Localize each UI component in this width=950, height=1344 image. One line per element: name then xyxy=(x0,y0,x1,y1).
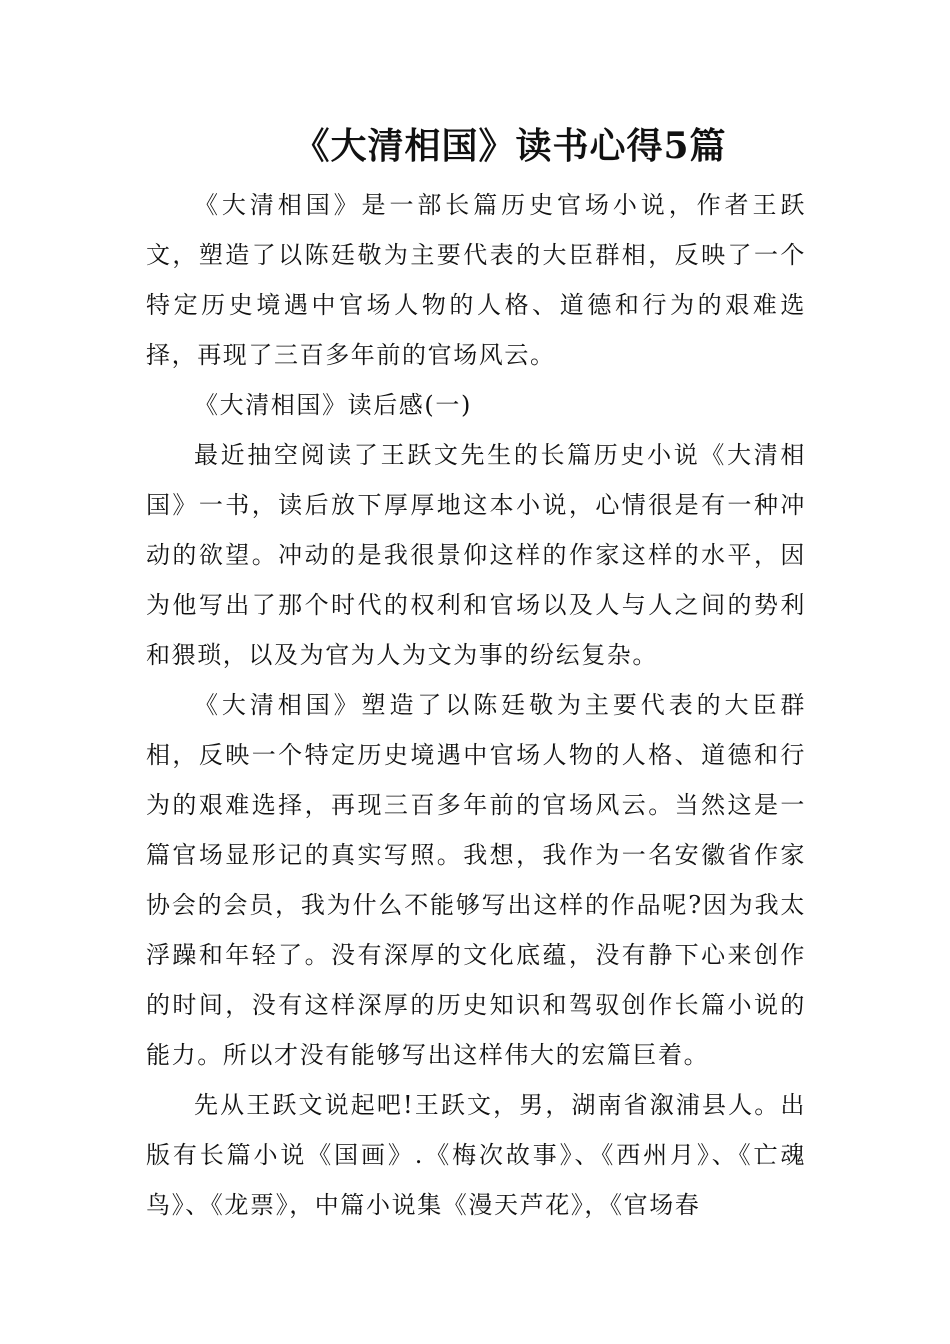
paragraph-1: 最近抽空阅读了王跃文先生的长篇历史小说《大清相国》一书，读后放下厚厚地这本小说，心情很是有一种冲动的欲望。冲动的是我很景仰这样的作家这样的水平，因为他写出了那个时代的权利和官场以及人与人之间的势利和猥琐，以及为官为人为文为事的纷纭复杂。 xyxy=(146,441,806,669)
paragraph-intro: 《大清相国》是一部长篇历史官场小说，作者王跃文，塑造了以陈廷敬为主要代表的大臣群相，反映了一个特定历史境遇中官场人物的人格、道德和行为的艰难选择，再现了三百多年前的官场风云。 xyxy=(146,191,806,369)
document-title: 《大清相国》读书心得5篇 xyxy=(293,125,727,167)
document-body xyxy=(146,180,806,1230)
paragraph-2: 《大清相国》塑造了以陈廷敬为主要代表的大臣群相，反映一个特定历史境遇中官场人物的人格、道德和行为的艰难选择，再现三百多年前的官场风云。当然这是一篇官场显形记的真实写照。我想，我作为一名安徽省作家协会的会员，我为什么不能够写出这样的作品呢?因为我太浮躁和年轻了。没有深厚的文化底蕴，没有静下心来创作的时间，没有这样深厚的历史知识和驾驭创作长篇小说的能力。所以才没有能够写出这样伟大的宏篇巨着。 xyxy=(146,691,806,1069)
paragraph-3: 先从王跃文说起吧!王跃文，男，湖南省溆浦县人。出版有长篇小说《国画》.《梅次故事》、《西州月》、《亡魂鸟》、《龙票》，中篇小说集《漫天芦花》，《官场春 xyxy=(146,1091,806,1219)
section-heading: 《大清相国》读后感(一) xyxy=(194,391,472,419)
